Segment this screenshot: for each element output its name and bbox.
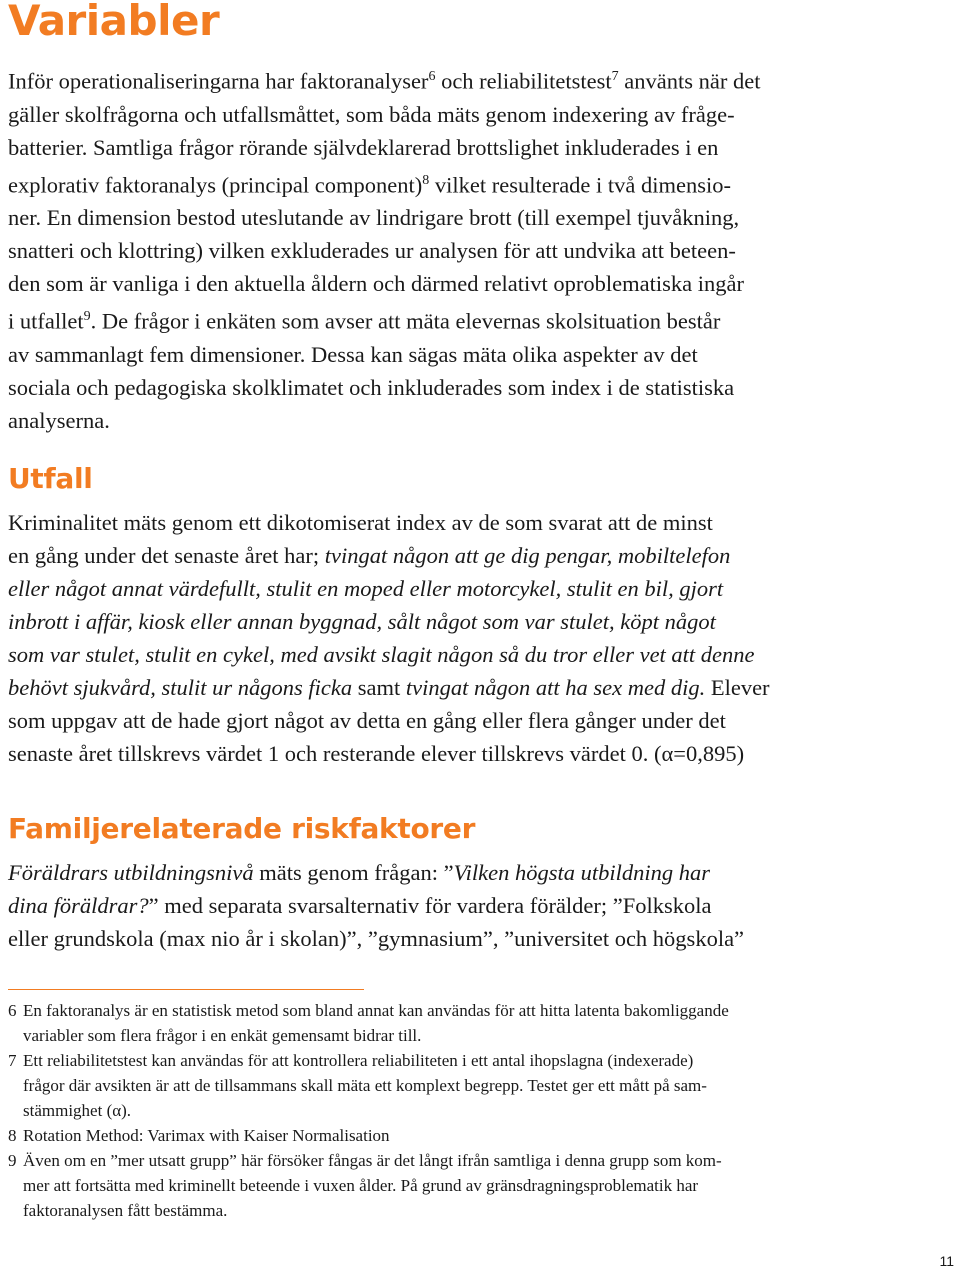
heading-variabler: Variabler: [8, 0, 220, 45]
text-line: Föräldrars utbildningsnivå mäts genom frågan: ”Vilken högsta utbildning har: [8, 860, 711, 885]
footnote-line: variabler som flera frågor i en enkät gemensamt bidrar till.: [23, 1026, 422, 1045]
text-line: den som är vanliga i den aktuella åldern och därmed relativt oproblematiska ingår: [8, 271, 744, 296]
text-line: ner. En dimension bestod uteslutande av lindrigare brott (till exempel tjuvåkning,: [8, 205, 740, 230]
text-line: snatteri och klottring) vilken exkluderades ur analysen för att undvika att beteen-: [8, 238, 736, 263]
paragraph-variabler: [8, 60, 938, 437]
footnote-divider: [8, 989, 364, 990]
text-line: en gång under det senaste året har; tvingat någon att ge dig pengar, mobiltelefon: [8, 543, 731, 568]
footnote-line: Rotation Method: Varimax with Kaiser Normalisation: [23, 1126, 390, 1145]
text-line: eller grundskola (max nio år i skolan)”, ”gymnasium”, ”universitet och högskola”: [8, 926, 745, 951]
heading-familjerelaterade-riskfaktorer: Familjerelaterade riskfaktorer: [8, 812, 476, 845]
text-line: dina föräldrar?” med separata svarsalternativ för vardera förälder; ”Folkskola: [8, 893, 712, 918]
footnote-line: Även om en ”mer utsatt grupp” här försöker fångas är det långt ifrån samtliga i denna grupp som kom-: [23, 1151, 722, 1170]
page-number: 11: [939, 1253, 954, 1269]
text-line: batterier. Samtliga frågor rörande självdeklarerad brottslighet inkluderades i en: [8, 134, 719, 160]
text-line: som uppgav att de hade gjort något av detta en gång eller flera gånger under det: [8, 708, 726, 733]
paragraph-utfall: [8, 506, 938, 770]
footnote-6: [8, 998, 938, 1048]
text-line: eller något annat värdefullt, stulit en moped eller motorcykel, stulit en bil, gjort: [8, 576, 724, 601]
footnote-line: faktoranalysen fått bestämma.: [23, 1201, 228, 1220]
footnote-8: [8, 1123, 938, 1148]
text-line: senaste året tillskrevs värdet 1 och resterande elever tillskrevs värdet 0. (α=0,895): [8, 741, 745, 766]
text-line: av sammanlagt fem dimensioner. Dessa kan sägas mäta olika aspekter av det: [8, 341, 698, 367]
text-line: Inför operationaliseringarna har faktoranalyser$^6$ och reliabilitetstest$^7$ använts när det: [8, 68, 761, 94]
heading-utfall: Utfall: [8, 462, 93, 495]
footnote-ref-7: 7: [611, 69, 619, 84]
footnote-7: [8, 1048, 938, 1123]
footnote-9: [8, 1148, 938, 1223]
footnote-number: 8: [8, 1126, 17, 1145]
footnote-number: 6: [8, 1001, 17, 1020]
paragraph-familj: [8, 856, 938, 955]
footnote-ref-9: 9: [83, 309, 91, 324]
text-line: inbrott i affär, kiosk eller annan byggnad, sålt något som var stulet, köpt något: [8, 609, 716, 634]
footnote-line: stämmighet (α).: [23, 1101, 132, 1120]
text-line: som var stulet, stulit en cykel, med avsikt slagit någon så du tror eller vet att denne: [8, 642, 755, 667]
text-line: i utfallet$^9$. De frågor i enkäten som avser att mäta elevernas skolsituation består: [8, 308, 721, 334]
footnotes: [8, 998, 938, 1223]
text-line: analyserna.: [8, 407, 110, 433]
text-line: Kriminalitet mäts genom ett dikotomiserat index av de som svarat att de minst: [8, 510, 713, 535]
footnote-ref-8: 8: [422, 172, 430, 188]
footnote-number: 7: [8, 1051, 17, 1070]
footnote-number: 9: [8, 1151, 17, 1170]
footnote-line: Ett reliabilitetstest kan användas för att kontrollera reliabiliteten i ett antal ihopslagna (indexerade): [23, 1051, 694, 1070]
footnote-line: mer att fortsätta med kriminellt beteende i vuxen ålder. På grund av gränsdragningsproblematik har: [23, 1176, 699, 1195]
text-line: behövt sjukvård, stulit ur någons ficka samt tvingat någon att ha sex med dig. Elever: [8, 675, 770, 700]
footnote-line: En faktoranalys är en statistisk metod som bland annat kan användas för att hitta latenta bakomliggande: [23, 1001, 729, 1020]
text-line: sociala och pedagogiska skolklimatet och inkluderades som index i de statistiska: [8, 374, 735, 400]
footnote-line: frågor där avsikten är att de tillsammans skall mäta ett komplext begrepp. Testet ger ett mått på sam-: [23, 1076, 707, 1095]
text-line: gäller skolfrågorna och utfallsmåttet, som båda mäts genom indexering av fråge-: [8, 101, 735, 127]
text-line: explorativ faktoranalys (principal component)$^8$ vilket resulterade i två dimensio-: [8, 172, 732, 197]
footnote-ref-6: 6: [428, 69, 436, 84]
